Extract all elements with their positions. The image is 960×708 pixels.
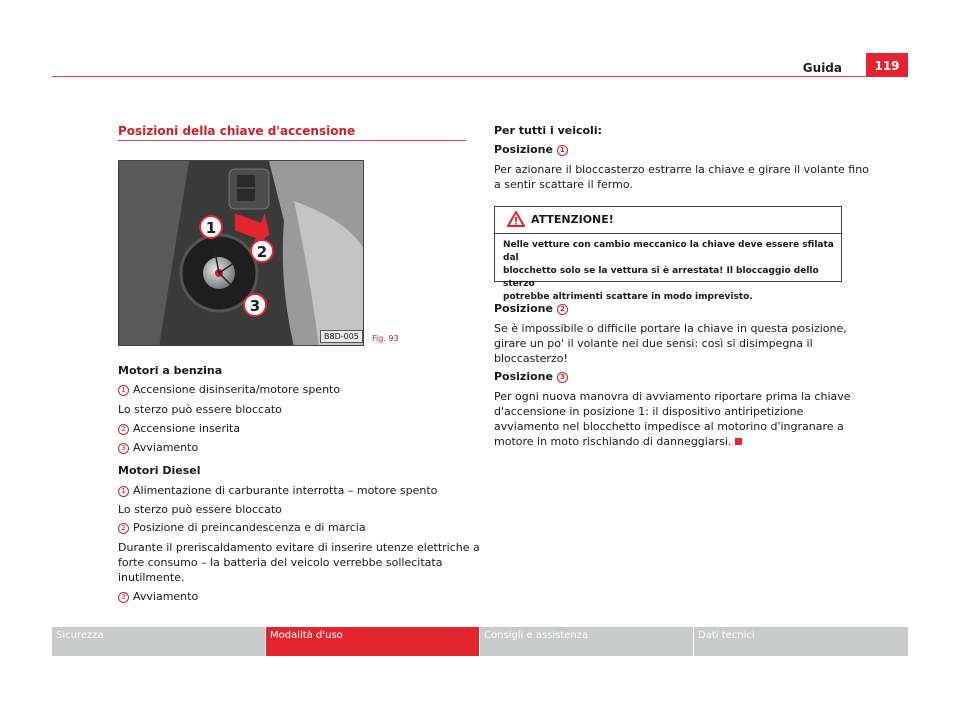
svg-text:1: 1 xyxy=(205,219,217,237)
paragraph-line: girare un po' il volante nei due sensi: così si disimpegna il xyxy=(494,337,813,350)
footer-tab-consigli-assistenza[interactable]: Consigli e assistenza xyxy=(480,627,693,656)
diesel-note-line: Durante il preriscaldamento evitare di inserire utenze elettriche a xyxy=(118,541,480,554)
header-rule xyxy=(52,76,908,77)
list-item: Lo sterzo può essere bloccato xyxy=(118,503,282,516)
position-badge: 1 xyxy=(557,145,568,156)
ignition-illustration xyxy=(119,161,364,346)
position-badge: 3 xyxy=(118,592,129,603)
section-rule xyxy=(118,140,466,141)
footer-tab-dati-tecnici[interactable]: Dati tecnici xyxy=(694,627,908,656)
paragraph-line: Se è impossibile o difficile portare la chiave in questa posizione, xyxy=(494,322,847,335)
footer-tab-modalita-uso[interactable]: Modalità d'uso xyxy=(266,627,479,656)
diesel-heading: Motori Diesel xyxy=(118,464,201,477)
list-item: 3 Avviamento xyxy=(118,589,198,604)
diesel-note-line: inutilmente. xyxy=(118,571,185,584)
figure-caption: Fig. 93 xyxy=(372,334,399,343)
warning-text: Nelle vetture con cambio meccanico la chiave deve essere sfilata dal blocchetto solo se la vettura si è arrestata! Il bloccaggio dello sterzo potrebbe altrimenti scattare in modo imprevisto. xyxy=(503,240,834,302)
position-badge: 1 xyxy=(118,486,129,497)
page-number: 119 xyxy=(866,53,908,77)
list-item: 2 Accensione inserita xyxy=(118,421,240,436)
callout-3 xyxy=(244,294,266,316)
warning-title: ATTENZIONE! xyxy=(531,213,614,226)
section-end-marker xyxy=(735,438,742,445)
benzina-heading: Motori a benzina xyxy=(118,364,223,377)
warning-box xyxy=(494,206,842,302)
paragraph-line: bloccasterzo! xyxy=(494,352,568,365)
position-badge: 3 xyxy=(118,443,129,454)
list-item: 3 Avviamento xyxy=(118,440,198,455)
list-item: 1 Accensione disinserita/motore spento xyxy=(118,382,340,397)
position-3-heading: Posizione 3 xyxy=(494,370,568,383)
paragraph-line: Per azionare il bloccasterzo estrarre la chiave e girare il volante fino xyxy=(494,163,869,176)
footer-nav xyxy=(52,627,908,656)
figure-code: B8D-005 xyxy=(320,330,363,343)
callout-2 xyxy=(251,240,273,262)
list-item: 2 Posizione di preincandescenza e di marcia xyxy=(118,520,366,535)
section-title: Posizioni della chiave d'accensione xyxy=(118,124,356,138)
position-badge: 2 xyxy=(118,424,129,435)
paragraph-line: avviamento nel blocchetto impedisce al motorino d'ingranare a xyxy=(494,420,844,433)
position-badge: 2 xyxy=(557,304,568,315)
position-badge: 3 xyxy=(557,372,568,383)
callout-1 xyxy=(200,216,222,238)
warning-triangle-icon xyxy=(507,211,525,227)
paragraph-line: d'accensione in posizione 1: il dispositivo antiripetizione xyxy=(494,405,804,418)
position-1-heading: Posizione 1 xyxy=(494,143,568,156)
list-item: Lo sterzo può essere bloccato xyxy=(118,403,282,416)
footer-tab-sicurezza[interactable]: Sicurezza xyxy=(52,627,265,656)
position-badge: 2 xyxy=(118,523,129,534)
paragraph-line: a sentir scattare il fermo. xyxy=(494,178,633,191)
all-vehicles-heading: Per tutti i veicoli: xyxy=(494,124,603,137)
diesel-note-line: forte consumo – la batteria del veicolo verrebbe sollecitata xyxy=(118,556,443,569)
position-2-heading: Posizione 2 xyxy=(494,302,568,315)
paragraph-line: motore in moto rischiando di danneggiarsi. xyxy=(494,434,742,449)
list-item: 1 Alimentazione di carburante interrotta – motore spento xyxy=(118,483,437,498)
paragraph-line: Per ogni nuova manovra di avviamento riportare prima la chiave xyxy=(494,390,851,403)
ignition-key-figure xyxy=(118,160,364,346)
svg-text:3: 3 xyxy=(249,297,261,315)
position-badge: 1 xyxy=(118,385,129,396)
warning-header xyxy=(495,207,841,234)
header-title: Guida xyxy=(802,61,842,75)
svg-text:2: 2 xyxy=(256,243,268,261)
